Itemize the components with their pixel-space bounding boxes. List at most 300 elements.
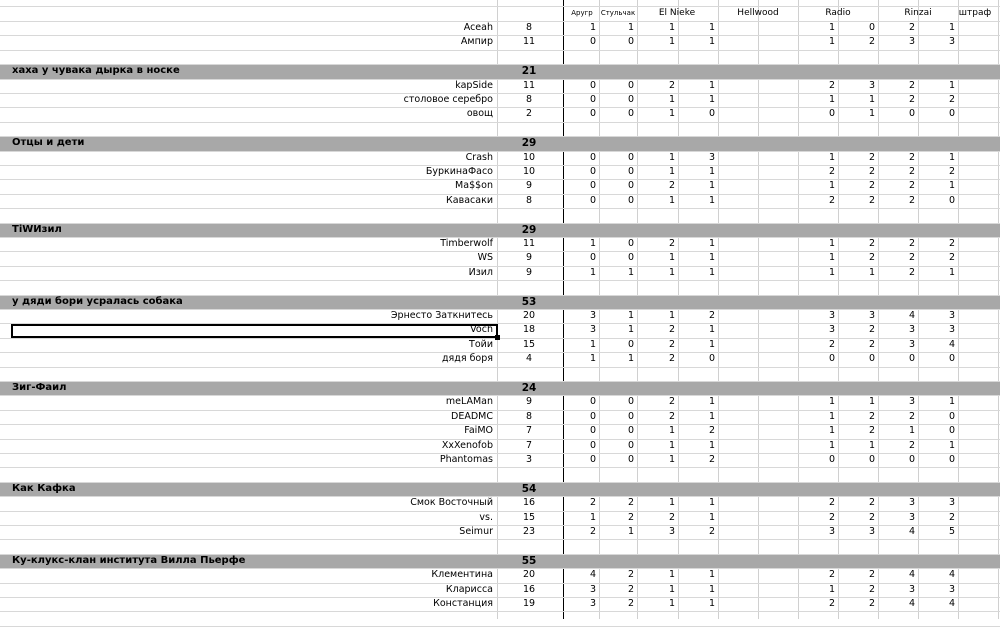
score-cell[interactable] (958, 93, 998, 107)
score-cell[interactable]: 2 (868, 151, 875, 163)
score-cell[interactable] (718, 165, 758, 179)
score-cell[interactable]: 1 (708, 338, 715, 350)
column-header[interactable]: Аругр (571, 9, 593, 17)
score-cell[interactable]: 2 (948, 238, 955, 249)
score-cell[interactable]: 1 (708, 583, 715, 595)
score-cell[interactable] (718, 525, 758, 539)
player-row[interactable] (0, 35, 1000, 49)
score-cell[interactable]: 2 (668, 79, 675, 91)
score-cell[interactable]: 2 (948, 252, 955, 264)
score-cell[interactable]: 0 (868, 353, 875, 365)
score-cell[interactable]: 1 (627, 353, 634, 365)
score-cell[interactable]: 2 (948, 511, 955, 523)
score-cell[interactable]: 2 (868, 194, 875, 206)
score-cell[interactable] (718, 35, 758, 49)
score-cell[interactable] (718, 79, 758, 93)
player-name[interactable]: Смок Восточный (410, 497, 493, 509)
score-cell[interactable]: 2 (668, 238, 675, 249)
score-cell[interactable]: 0 (708, 108, 715, 120)
score-cell[interactable]: 1 (948, 79, 955, 91)
player-total[interactable]: 10 (522, 166, 536, 177)
score-cell[interactable] (958, 410, 998, 424)
score-cell[interactable] (718, 338, 758, 352)
score-cell[interactable]: 1 (708, 410, 715, 422)
score-cell[interactable]: 1 (828, 439, 835, 451)
score-cell[interactable]: 1 (948, 22, 955, 33)
score-cell[interactable]: 2 (668, 511, 675, 523)
player-name[interactable]: XxXenofob (441, 439, 493, 451)
score-cell[interactable]: 0 (868, 454, 875, 465)
score-cell[interactable]: 2 (868, 166, 875, 177)
score-cell[interactable]: 2 (627, 598, 634, 609)
score-cell[interactable]: 1 (589, 511, 596, 523)
score-cell[interactable]: 4 (908, 310, 915, 321)
score-cell[interactable]: 3 (589, 583, 596, 595)
score-cell[interactable]: 1 (828, 238, 835, 249)
score-cell[interactable]: 5 (948, 526, 955, 537)
score-cell[interactable]: 0 (627, 194, 634, 206)
player-total[interactable]: 2 (525, 108, 533, 120)
score-cell[interactable] (958, 338, 998, 352)
score-cell[interactable]: 0 (627, 338, 634, 350)
score-cell[interactable] (718, 453, 758, 467)
score-cell[interactable] (958, 266, 998, 280)
player-row[interactable] (0, 21, 1000, 35)
score-cell[interactable] (958, 165, 998, 179)
score-cell[interactable]: 0 (589, 252, 596, 264)
score-cell[interactable]: 0 (589, 410, 596, 422)
score-cell[interactable] (758, 165, 798, 179)
score-cell[interactable]: 1 (668, 439, 675, 451)
player-name[interactable]: Ma$$on (455, 180, 493, 192)
player-row[interactable] (0, 194, 1000, 208)
score-cell[interactable]: 2 (627, 583, 634, 595)
score-cell[interactable]: 4 (948, 338, 955, 350)
player-name[interactable]: vs. (479, 511, 493, 523)
score-cell[interactable]: 0 (627, 396, 634, 408)
score-cell[interactable]: 0 (589, 194, 596, 206)
score-cell[interactable] (958, 251, 998, 265)
player-row[interactable] (0, 439, 1000, 453)
score-cell[interactable]: 1 (668, 425, 675, 437)
score-cell[interactable] (718, 21, 758, 35)
score-cell[interactable] (718, 424, 758, 438)
score-cell[interactable]: 1 (908, 425, 915, 437)
score-cell[interactable] (958, 35, 998, 49)
score-cell[interactable]: 2 (668, 396, 675, 408)
score-cell[interactable]: 1 (708, 180, 715, 192)
score-cell[interactable] (958, 424, 998, 438)
player-row[interactable] (0, 251, 1000, 265)
player-total[interactable]: 11 (522, 238, 536, 249)
score-cell[interactable]: 2 (708, 526, 715, 537)
score-cell[interactable]: 1 (589, 353, 596, 365)
score-cell[interactable]: 2 (908, 180, 915, 192)
score-cell[interactable] (958, 79, 998, 93)
score-cell[interactable]: 2 (868, 511, 875, 523)
score-cell[interactable]: 0 (627, 410, 634, 422)
score-cell[interactable]: 1 (708, 79, 715, 91)
score-cell[interactable]: 1 (627, 22, 634, 33)
score-cell[interactable] (958, 194, 998, 208)
score-cell[interactable]: 2 (627, 569, 634, 581)
score-cell[interactable]: 2 (868, 338, 875, 350)
score-cell[interactable] (758, 251, 798, 265)
score-cell[interactable]: 4 (589, 569, 596, 581)
score-cell[interactable]: 1 (708, 324, 715, 336)
score-cell[interactable]: 4 (948, 569, 955, 581)
score-cell[interactable] (718, 179, 758, 193)
score-cell[interactable]: 2 (627, 497, 634, 509)
score-cell[interactable]: 2 (589, 526, 596, 537)
score-cell[interactable]: 3 (708, 151, 715, 163)
score-cell[interactable]: 1 (828, 410, 835, 422)
score-cell[interactable]: 2 (627, 511, 634, 523)
score-cell[interactable]: 2 (828, 598, 835, 609)
score-cell[interactable]: 0 (908, 454, 915, 465)
score-cell[interactable]: 2 (948, 94, 955, 105)
score-cell[interactable] (718, 194, 758, 208)
player-row[interactable] (0, 597, 1000, 611)
score-cell[interactable] (958, 107, 998, 121)
player-row[interactable] (0, 93, 1000, 107)
score-cell[interactable]: 1 (668, 194, 675, 206)
score-cell[interactable]: 0 (908, 108, 915, 120)
player-name[interactable]: Эрнесто Заткнитесь (390, 310, 493, 321)
score-cell[interactable]: 0 (948, 410, 955, 422)
player-row[interactable] (0, 107, 1000, 121)
score-cell[interactable]: 3 (868, 310, 875, 321)
player-total[interactable]: 11 (522, 36, 536, 48)
score-cell[interactable]: 2 (828, 166, 835, 177)
score-cell[interactable]: 0 (948, 194, 955, 206)
score-cell[interactable]: 1 (868, 108, 875, 120)
score-cell[interactable]: 0 (708, 353, 715, 365)
score-cell[interactable] (758, 309, 798, 323)
score-cell[interactable]: 2 (828, 79, 835, 91)
score-cell[interactable]: 3 (948, 583, 955, 595)
player-total[interactable]: 19 (522, 598, 536, 609)
score-cell[interactable]: 2 (668, 410, 675, 422)
player-row[interactable] (0, 165, 1000, 179)
score-cell[interactable]: 0 (948, 108, 955, 120)
score-cell[interactable]: 2 (589, 497, 596, 509)
score-cell[interactable]: 0 (589, 425, 596, 437)
player-total[interactable]: 9 (525, 252, 533, 264)
score-cell[interactable] (758, 323, 798, 337)
score-cell[interactable]: 1 (668, 252, 675, 264)
score-cell[interactable]: 2 (828, 194, 835, 206)
player-row[interactable] (0, 395, 1000, 409)
score-cell[interactable]: 0 (627, 79, 634, 91)
score-cell[interactable]: 2 (908, 266, 915, 278)
player-total[interactable]: 9 (525, 180, 533, 192)
score-cell[interactable]: 2 (708, 454, 715, 465)
score-cell[interactable] (758, 597, 798, 611)
score-cell[interactable] (758, 410, 798, 424)
score-cell[interactable]: 3 (908, 36, 915, 48)
score-cell[interactable]: 1 (828, 252, 835, 264)
player-row[interactable] (0, 568, 1000, 582)
score-cell[interactable]: 1 (708, 598, 715, 609)
score-cell[interactable]: 1 (668, 151, 675, 163)
player-name[interactable]: Кларисса (445, 583, 493, 595)
score-cell[interactable]: 1 (708, 36, 715, 48)
score-cell[interactable]: 2 (708, 310, 715, 321)
player-total[interactable]: 20 (522, 310, 536, 321)
score-cell[interactable] (958, 525, 998, 539)
score-cell[interactable]: 1 (668, 598, 675, 609)
score-cell[interactable]: 2 (828, 511, 835, 523)
player-name[interactable]: WS (477, 252, 493, 264)
score-cell[interactable]: 1 (828, 396, 835, 408)
score-cell[interactable]: 0 (627, 166, 634, 177)
score-cell[interactable] (958, 511, 998, 525)
score-cell[interactable] (958, 395, 998, 409)
score-cell[interactable] (758, 583, 798, 597)
score-cell[interactable]: 0 (589, 151, 596, 163)
score-cell[interactable] (758, 352, 798, 366)
score-cell[interactable] (718, 568, 758, 582)
score-cell[interactable] (718, 251, 758, 265)
score-cell[interactable]: 2 (908, 166, 915, 177)
score-cell[interactable]: 2 (828, 338, 835, 350)
score-cell[interactable] (958, 568, 998, 582)
player-total[interactable]: 3 (525, 454, 533, 465)
column-header[interactable]: Hellwood (737, 8, 779, 18)
score-cell[interactable]: 1 (708, 569, 715, 581)
team-header-row[interactable] (0, 136, 1000, 150)
player-total[interactable]: 9 (525, 266, 533, 278)
score-cell[interactable] (958, 179, 998, 193)
player-name[interactable]: FaiMO (464, 425, 493, 437)
score-cell[interactable]: 1 (708, 266, 715, 278)
player-name[interactable]: Seimur (459, 526, 493, 537)
player-total[interactable]: 23 (522, 526, 536, 537)
score-cell[interactable] (758, 453, 798, 467)
team-header-row[interactable] (0, 554, 1000, 568)
score-cell[interactable] (718, 93, 758, 107)
score-cell[interactable]: 1 (589, 266, 596, 278)
player-name[interactable]: Crash (465, 151, 493, 163)
score-cell[interactable]: 1 (828, 151, 835, 163)
player-total[interactable]: 4 (525, 353, 533, 365)
score-cell[interactable]: 1 (828, 94, 835, 105)
score-cell[interactable] (958, 439, 998, 453)
player-row[interactable] (0, 453, 1000, 467)
score-cell[interactable]: 1 (627, 324, 634, 336)
score-cell[interactable]: 1 (708, 511, 715, 523)
player-row[interactable] (0, 151, 1000, 165)
score-cell[interactable]: 2 (668, 338, 675, 350)
team-header-row[interactable] (0, 295, 1000, 309)
player-name[interactable]: Изил (468, 266, 493, 278)
score-cell[interactable] (758, 568, 798, 582)
score-cell[interactable] (758, 194, 798, 208)
score-cell[interactable]: 4 (908, 569, 915, 581)
score-cell[interactable]: 2 (908, 410, 915, 422)
score-cell[interactable] (758, 338, 798, 352)
score-cell[interactable] (758, 525, 798, 539)
score-cell[interactable]: 2 (868, 569, 875, 581)
score-cell[interactable] (758, 179, 798, 193)
player-name[interactable]: Voch (470, 324, 493, 336)
score-cell[interactable] (958, 583, 998, 597)
score-cell[interactable] (758, 35, 798, 49)
score-cell[interactable]: 0 (948, 353, 955, 365)
player-name[interactable]: DEADMC (451, 410, 493, 422)
player-name[interactable]: БуркинаФасо (425, 166, 493, 177)
player-row[interactable] (0, 583, 1000, 597)
score-cell[interactable]: 2 (668, 180, 675, 192)
score-cell[interactable]: 3 (828, 324, 835, 336)
score-cell[interactable]: 0 (589, 94, 596, 105)
score-cell[interactable]: 1 (948, 180, 955, 192)
player-total[interactable]: 16 (522, 583, 536, 595)
player-row[interactable] (0, 511, 1000, 525)
score-cell[interactable]: 3 (828, 526, 835, 537)
score-cell[interactable]: 1 (948, 266, 955, 278)
score-cell[interactable]: 3 (908, 338, 915, 350)
player-row[interactable] (0, 237, 1000, 251)
score-cell[interactable]: 2 (868, 425, 875, 437)
player-name[interactable]: столовое серебро (403, 94, 493, 105)
player-name[interactable]: Кавасаки (446, 194, 493, 206)
score-cell[interactable] (718, 496, 758, 510)
score-cell[interactable] (718, 395, 758, 409)
score-cell[interactable]: 0 (948, 425, 955, 437)
score-cell[interactable]: 0 (627, 439, 634, 451)
score-cell[interactable]: 1 (589, 238, 596, 249)
team-header-row[interactable] (0, 381, 1000, 395)
score-cell[interactable]: 0 (589, 396, 596, 408)
score-cell[interactable]: 0 (627, 180, 634, 192)
player-total[interactable]: 20 (522, 569, 536, 581)
score-cell[interactable] (958, 496, 998, 510)
score-cell[interactable]: 3 (948, 497, 955, 509)
score-cell[interactable]: 0 (589, 180, 596, 192)
score-cell[interactable]: 1 (668, 569, 675, 581)
score-cell[interactable]: 1 (708, 252, 715, 264)
score-cell[interactable]: 3 (668, 526, 675, 537)
score-cell[interactable] (758, 237, 798, 251)
score-cell[interactable]: 1 (589, 338, 596, 350)
score-cell[interactable]: 1 (708, 497, 715, 509)
score-cell[interactable] (758, 496, 798, 510)
selected-cell-cursor[interactable] (11, 324, 498, 338)
score-cell[interactable]: 0 (868, 22, 875, 33)
score-cell[interactable]: 1 (627, 526, 634, 537)
column-header[interactable]: Radio (825, 8, 851, 18)
score-cell[interactable]: 4 (908, 526, 915, 537)
player-total[interactable]: 8 (525, 22, 533, 33)
score-cell[interactable]: 0 (627, 94, 634, 105)
score-cell[interactable]: 3 (948, 324, 955, 336)
score-cell[interactable]: 1 (868, 94, 875, 105)
score-cell[interactable]: 2 (668, 353, 675, 365)
score-cell[interactable]: 3 (589, 310, 596, 321)
score-cell[interactable]: 2 (908, 439, 915, 451)
score-cell[interactable]: 2 (828, 569, 835, 581)
player-name[interactable]: meLAMan (445, 396, 493, 408)
score-cell[interactable]: 3 (908, 497, 915, 509)
player-name[interactable]: Timberwolf (440, 238, 493, 249)
score-cell[interactable]: 1 (828, 36, 835, 48)
player-row[interactable] (0, 424, 1000, 438)
score-cell[interactable]: 0 (589, 454, 596, 465)
score-cell[interactable]: 0 (627, 36, 634, 48)
score-cell[interactable]: 2 (868, 324, 875, 336)
score-cell[interactable]: 3 (908, 396, 915, 408)
score-cell[interactable]: 3 (908, 583, 915, 595)
score-cell[interactable]: 1 (668, 583, 675, 595)
score-cell[interactable]: 1 (668, 266, 675, 278)
score-cell[interactable]: 0 (627, 238, 634, 249)
score-cell[interactable]: 2 (908, 238, 915, 249)
score-cell[interactable]: 0 (589, 166, 596, 177)
score-cell[interactable]: 2 (828, 497, 835, 509)
score-cell[interactable]: 1 (868, 266, 875, 278)
player-row[interactable] (0, 309, 1000, 323)
score-cell[interactable]: 3 (589, 598, 596, 609)
score-cell[interactable]: 0 (828, 454, 835, 465)
score-cell[interactable]: 2 (908, 79, 915, 91)
score-cell[interactable]: 1 (668, 166, 675, 177)
score-cell[interactable] (718, 151, 758, 165)
score-cell[interactable] (718, 237, 758, 251)
score-cell[interactable] (958, 309, 998, 323)
score-cell[interactable] (958, 453, 998, 467)
score-cell[interactable]: 0 (828, 108, 835, 120)
score-cell[interactable]: 2 (908, 22, 915, 33)
player-total[interactable]: 15 (522, 338, 536, 350)
score-cell[interactable]: 1 (668, 36, 675, 48)
score-cell[interactable]: 2 (868, 598, 875, 609)
player-row[interactable] (0, 338, 1000, 352)
score-cell[interactable]: 1 (708, 166, 715, 177)
player-total[interactable]: 10 (522, 151, 536, 163)
score-cell[interactable]: 1 (627, 266, 634, 278)
score-cell[interactable]: 1 (828, 425, 835, 437)
score-cell[interactable]: 3 (908, 511, 915, 523)
score-cell[interactable] (758, 151, 798, 165)
score-cell[interactable]: 0 (589, 439, 596, 451)
player-name[interactable]: Клементина (431, 569, 493, 581)
score-cell[interactable] (718, 410, 758, 424)
score-cell[interactable]: 1 (708, 439, 715, 451)
score-cell[interactable]: 1 (589, 22, 596, 33)
score-cell[interactable]: 2 (868, 410, 875, 422)
score-cell[interactable]: 1 (828, 180, 835, 192)
score-cell[interactable]: 2 (708, 425, 715, 437)
score-cell[interactable]: 4 (948, 598, 955, 609)
score-cell[interactable]: 1 (708, 94, 715, 105)
score-cell[interactable]: 1 (668, 22, 675, 33)
player-name[interactable]: Констанция (433, 598, 493, 609)
score-cell[interactable]: 0 (908, 353, 915, 365)
score-cell[interactable] (758, 439, 798, 453)
score-cell[interactable]: 3 (828, 310, 835, 321)
score-cell[interactable]: 4 (908, 598, 915, 609)
player-row[interactable] (0, 352, 1000, 366)
column-header[interactable]: Rinzai (904, 8, 932, 18)
score-cell[interactable]: 2 (668, 324, 675, 336)
score-cell[interactable]: 0 (828, 353, 835, 365)
score-cell[interactable] (718, 266, 758, 280)
score-cell[interactable] (758, 511, 798, 525)
score-cell[interactable]: 2 (868, 252, 875, 264)
score-cell[interactable] (958, 597, 998, 611)
